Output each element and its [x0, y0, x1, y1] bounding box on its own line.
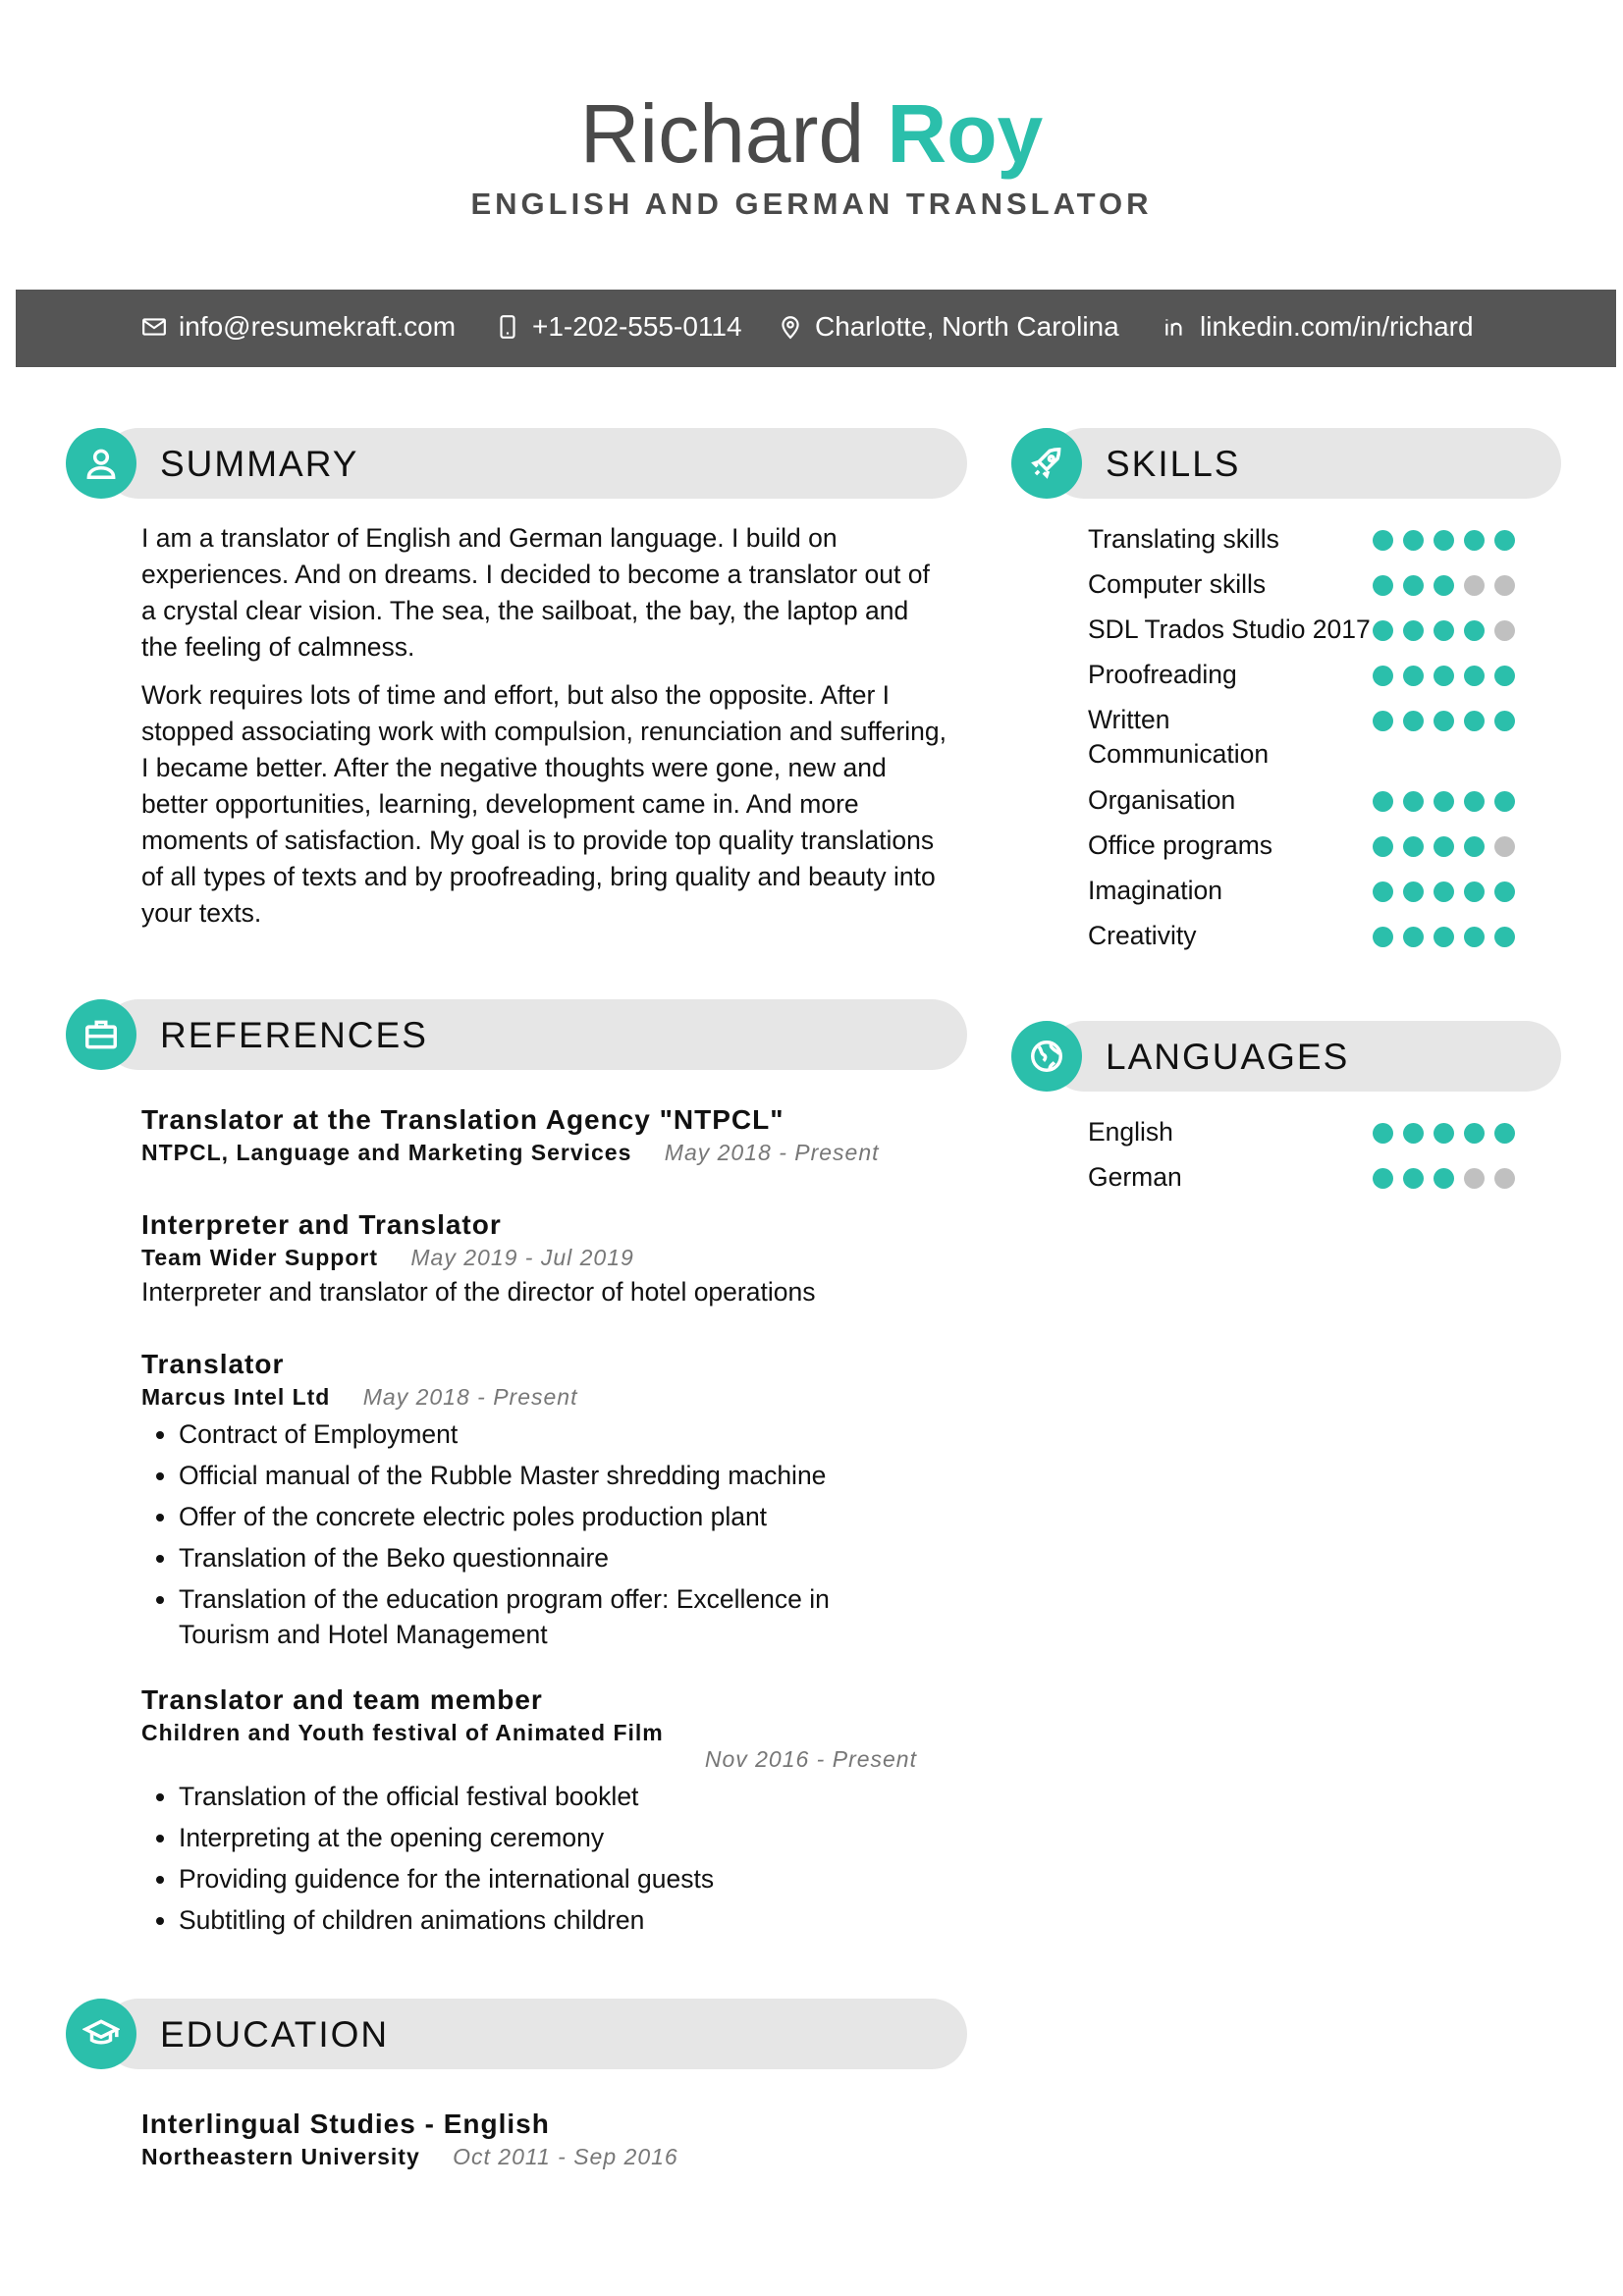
rating-dot-filled	[1494, 927, 1515, 947]
references-section-header	[66, 999, 967, 1070]
list-item: • Translation of the education program offer: Excellence in Tourism and Hotel Management	[179, 1581, 927, 1652]
rating-dot-filled	[1373, 711, 1393, 731]
rating-dot-filled	[1494, 711, 1515, 731]
rating-dot-filled	[1373, 1123, 1393, 1144]
reference-role: Translator	[141, 1349, 285, 1379]
reference-date: May 2018 - Present	[362, 1384, 578, 1410]
job-title: ENGLISH AND GERMAN TRANSLATOR	[470, 187, 1153, 221]
rating-dot-empty	[1464, 1168, 1485, 1189]
email-text: info@resumekraft.com	[179, 311, 457, 342]
rating-dot-filled	[1403, 791, 1424, 812]
graduation-cap-icon-circle	[66, 1999, 136, 2069]
rating-dot-filled	[1403, 666, 1424, 686]
summary-paragraph: Work requires lots of time and effort, but also the opposite. After I stopped associating work with compulsion, renunciation and suffering, I became better. After the negative thoughts were gone, new and better opportunities, learning, development came in. And more moments of satisfaction. My goal is to provide top quality translations of all types of texts and by proofreading, bring quality and beauty into your texts.	[141, 680, 947, 928]
rocket-icon	[1028, 445, 1065, 482]
reference-item	[141, 1349, 927, 1658]
language-rating	[1373, 1123, 1515, 1144]
reference-role: Translator and team member	[141, 1684, 543, 1715]
rating-dot-filled	[1403, 1123, 1424, 1144]
skill-rating	[1373, 711, 1515, 731]
rating-dot-filled	[1464, 791, 1485, 812]
skill-rating	[1373, 620, 1515, 641]
rating-dot-filled	[1494, 530, 1515, 551]
rating-dot-filled	[1373, 666, 1393, 686]
envelope-icon	[141, 314, 167, 340]
rating-dot-filled	[1434, 575, 1454, 596]
rating-dot-filled	[1434, 711, 1454, 731]
education-degree: Interlingual Studies - English	[141, 2109, 550, 2139]
contact-bar	[16, 290, 1616, 367]
skill-name: Office programs	[1088, 830, 1273, 860]
user-icon	[82, 445, 120, 482]
skills-section-header	[1011, 428, 1561, 499]
rating-dot-filled	[1434, 927, 1454, 947]
phone-text: +1-202-555-0114	[532, 311, 742, 342]
references-heading: REFERENCES	[160, 1015, 428, 1055]
languages-heading: LANGUAGES	[1106, 1037, 1350, 1077]
rating-dot-empty	[1494, 575, 1515, 596]
skill-name: Translating skills	[1088, 524, 1279, 554]
globe-icon	[1028, 1038, 1065, 1075]
skill-name: Creativity	[1088, 921, 1197, 950]
contact-email[interactable]	[141, 311, 456, 343]
reference-org: NTPCL, Language and Marketing Services	[141, 1140, 632, 1165]
reference-role: Translator at the Translation Agency "NTPCL"	[141, 1104, 784, 1135]
rating-dot-filled	[1464, 1123, 1485, 1144]
list-item: • Translation of the Beko questionnaire	[179, 1540, 927, 1575]
rating-dot-filled	[1464, 530, 1485, 551]
location-pin-icon	[778, 314, 803, 340]
skill-rating	[1373, 836, 1515, 857]
rating-dot-filled	[1403, 927, 1424, 947]
rating-dot-filled	[1373, 836, 1393, 857]
education-school: Northeastern University	[141, 2144, 420, 2169]
rating-dot-filled	[1464, 927, 1485, 947]
header-name	[0, 86, 1623, 181]
education-item	[141, 2109, 927, 2170]
rating-dot-filled	[1434, 530, 1454, 551]
rating-dot-filled	[1403, 1168, 1424, 1189]
user-icon-circle	[66, 428, 136, 499]
rating-dot-filled	[1464, 711, 1485, 731]
graduation-cap-icon	[82, 2015, 120, 2053]
rating-dot-filled	[1464, 620, 1485, 641]
rating-dot-filled	[1494, 881, 1515, 902]
briefcase-icon	[82, 1016, 120, 1053]
rating-dot-filled	[1434, 1123, 1454, 1144]
rating-dot-filled	[1403, 711, 1424, 731]
reference-org: Marcus Intel Ltd	[141, 1384, 331, 1410]
rating-dot-filled	[1373, 575, 1393, 596]
briefcase-icon-circle	[66, 999, 136, 1070]
first-name: Richard	[579, 87, 865, 180]
rating-dot-empty	[1494, 620, 1515, 641]
rating-dot-empty	[1494, 836, 1515, 857]
rating-dot-filled	[1403, 575, 1424, 596]
phone-icon	[495, 314, 520, 340]
reference-bullets	[141, 1779, 927, 1938]
rating-dot-filled	[1434, 791, 1454, 812]
skill-rating	[1373, 666, 1515, 686]
rating-dot-filled	[1434, 666, 1454, 686]
rating-dot-filled	[1434, 1168, 1454, 1189]
list-item: • Interpreting at the opening ceremony	[179, 1820, 927, 1855]
list-item: • Offer of the concrete electric poles production plant	[179, 1499, 927, 1534]
rating-dot-filled	[1494, 1123, 1515, 1144]
education-section-header	[66, 1999, 967, 2069]
contact-location	[778, 311, 1119, 343]
rating-dot-filled	[1373, 530, 1393, 551]
language-rating	[1373, 1168, 1515, 1189]
reference-role: Interpreter and Translator	[141, 1209, 502, 1240]
reference-org: Team Wider Support	[141, 1245, 378, 1270]
skill-name: Imagination	[1088, 876, 1223, 905]
rating-dot-filled	[1403, 530, 1424, 551]
rating-dot-empty	[1494, 1168, 1515, 1189]
rating-dot-empty	[1464, 575, 1485, 596]
reference-description: Interpreter and translator of the director of hotel operations	[141, 1277, 816, 1307]
summary-text	[141, 520, 947, 943]
rating-dot-filled	[1373, 1168, 1393, 1189]
list-item: • Providing guidence for the international guests	[179, 1861, 927, 1896]
education-date: Oct 2011 - Sep 2016	[453, 2144, 678, 2169]
skill-rating	[1373, 575, 1515, 596]
languages-section-header	[1011, 1021, 1561, 1092]
rating-dot-filled	[1434, 620, 1454, 641]
list-item: • Official manual of the Rubble Master shredding machine	[179, 1458, 927, 1493]
education-heading: EDUCATION	[160, 2014, 390, 2055]
summary-paragraph: I am a translator of English and German language. I build on experiences. And on dreams. I decided to become a translator out of a crystal clear vision. The sea, the sailboat, the bay, the laptop and the feeling of calmness.	[141, 523, 930, 662]
reference-date: Nov 2016 - Present	[704, 1746, 917, 1772]
language-name: German	[1088, 1162, 1182, 1192]
summary-section-header	[66, 428, 967, 499]
skill-rating	[1373, 881, 1515, 902]
rating-dot-filled	[1434, 836, 1454, 857]
rating-dot-filled	[1464, 666, 1485, 686]
rating-dot-filled	[1403, 620, 1424, 641]
skill-name: SDL Trados Studio 2017	[1088, 614, 1371, 644]
linkedin-text: linkedin.com/in/richard	[1200, 311, 1474, 342]
contact-linkedin[interactable]	[1163, 311, 1474, 343]
reference-date: May 2018 - Present	[664, 1140, 880, 1165]
reference-item	[141, 1209, 927, 1308]
rating-dot-filled	[1373, 620, 1393, 641]
last-name: Roy	[887, 87, 1044, 180]
contact-phone[interactable]	[495, 311, 742, 343]
list-item: • Translation of the official festival booklet	[179, 1779, 927, 1814]
skill-name: Proofreading	[1088, 660, 1237, 689]
reference-item	[141, 1104, 927, 1166]
rocket-icon-circle	[1011, 428, 1082, 499]
rating-dot-filled	[1373, 927, 1393, 947]
rating-dot-filled	[1464, 836, 1485, 857]
rating-dot-filled	[1464, 881, 1485, 902]
rating-dot-filled	[1373, 881, 1393, 902]
globe-icon-circle	[1011, 1021, 1082, 1092]
location-text: Charlotte, North Carolina	[815, 311, 1119, 342]
list-item: • Subtitling of children animations children	[179, 1902, 927, 1938]
rating-dot-filled	[1373, 791, 1393, 812]
reference-item	[141, 1684, 927, 1944]
summary-heading: SUMMARY	[160, 444, 359, 484]
rating-dot-filled	[1494, 666, 1515, 686]
reference-bullets	[141, 1416, 927, 1652]
skill-name: Organisation	[1088, 785, 1236, 815]
skill-name: Written Communication	[1088, 705, 1270, 769]
skill-rating	[1373, 530, 1515, 551]
rating-dot-filled	[1403, 836, 1424, 857]
skill-rating	[1373, 791, 1515, 812]
language-name: English	[1088, 1117, 1173, 1147]
rating-dot-filled	[1494, 791, 1515, 812]
rating-dot-filled	[1403, 881, 1424, 902]
skill-rating	[1373, 927, 1515, 947]
rating-dot-filled	[1434, 881, 1454, 902]
list-item: • Contract of Employment	[179, 1416, 927, 1452]
skill-name: Computer skills	[1088, 569, 1267, 599]
linkedin-icon	[1163, 314, 1188, 340]
reference-date: May 2019 - Jul 2019	[410, 1245, 634, 1270]
skills-heading: SKILLS	[1106, 444, 1241, 484]
reference-org: Children and Youth festival of Animated Film	[141, 1720, 664, 1745]
